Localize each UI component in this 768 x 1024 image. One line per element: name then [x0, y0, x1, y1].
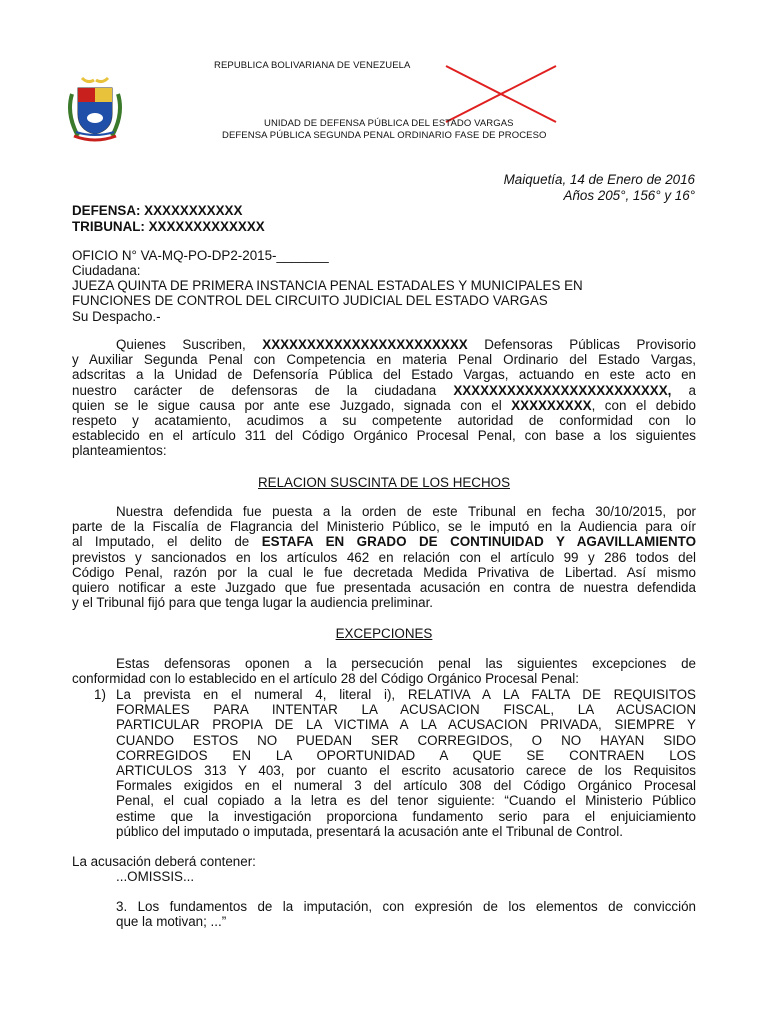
- hechos-text: al Imputado, el delito de: [72, 534, 250, 550]
- intro-line: planteamientos:: [72, 443, 167, 459]
- red-x-mark: [440, 62, 562, 126]
- hechos-line: quiero notificar a este Juzgado que fue presentada acusación en contra de nuestra defendida: [72, 580, 696, 596]
- excepciones-line: Estas defensoras oponen a la persecución penal las siguientes excepciones de: [116, 656, 696, 671]
- hechos-paragraph: [72, 504, 696, 610]
- ciudadana-label: Ciudadana:: [72, 263, 141, 278]
- item-line: CUANDO ESTOS NO PUEDAN SER CORREGIDOS, O NO HAYAN SIDO: [116, 732, 696, 748]
- exception-item-1: [116, 687, 696, 839]
- intro-redacted-client: XXXXXXXXXXXXXXXXXXXXXXXX,: [453, 382, 672, 398]
- item-line: ARTICULOS 313 Y 403, por cuanto el escrito acusatorio carece de los Requisitos: [116, 763, 696, 779]
- item-line: PARTICULAR PROPIA DE LA VICTIMA A LA ACUSACION PRIVADA, SIEMPRE Y: [116, 717, 696, 733]
- hechos-line: y el Tribunal fijó para que tenga lugar la audiencia preliminar.: [72, 595, 434, 611]
- intro-line: adscritas a la Unidad de Defensoría Pública del Estado Vargas, actuando en este acto en: [72, 367, 696, 383]
- quote-line: 3. Los fundamentos de la imputación, con expresión de los elementos de convicción: [116, 899, 696, 914]
- item-line: Penal, el cual copiado a la letra es del tenor siguiente: “Cuando el Ministerio Público: [116, 793, 696, 809]
- header-republic: REPUBLICA BOLIVARIANA DE VENEZUELA: [214, 60, 411, 71]
- quote-line: que la motivan; ...”: [116, 914, 227, 930]
- item-line: público del imputado o imputada, presentará la acusación ante el Tribunal de Control.: [116, 823, 623, 839]
- item-line: estime que la investigación proporciona fundamento serio para el enjuiciamiento: [116, 808, 696, 824]
- court-line-2: FUNCIONES DE CONTROL DEL CIRCUITO JUDICIAL DEL ESTADO VARGAS: [72, 293, 548, 308]
- hechos-line: previstos y sancionados en los artículos 462 en relación con el artículo 99 y 286 todos del: [72, 549, 696, 565]
- despacho-line: Su Despacho.-: [72, 309, 161, 324]
- intro-text: Quienes Suscriben,: [116, 337, 246, 352]
- hechos-line: [72, 534, 696, 549]
- excepciones-line: conformidad con lo establecido en el artículo 28 del Código Orgánico Procesal Penal:: [72, 671, 579, 687]
- court-line-1: JUEZA QUINTA DE PRIMERA INSTANCIA PENAL ESTADALES Y MUNICIPALES EN: [72, 278, 583, 293]
- intro-text: , con el debido: [591, 397, 696, 413]
- intro-line: [72, 398, 696, 413]
- item-number: 1): [94, 687, 106, 702]
- tribunal-line: TRIBUNAL: XXXXXXXXXXXXX: [72, 219, 265, 234]
- item-line: Formales exigidos en el numeral 3 del artículo 308 del Código Orgánico Procesal: [116, 778, 696, 794]
- years-line: Años 205°, 156° y 16°: [563, 188, 695, 203]
- hechos-line: Código Penal, razón por la cual le fue decretada Medida Privativa de Libertad. Así mismo: [72, 564, 696, 580]
- header-office: DEFENSA PÚBLICA SEGUNDA PENAL ORDINARIO FASE DE PROCESO: [222, 130, 547, 141]
- item-line: CORREGIDOS EN LA OPORTUNIDAD A QUE SE CONTRAEN LOS: [116, 747, 696, 763]
- section-title-excepciones: EXCEPCIONES: [335, 626, 433, 641]
- hechos-line: parte de la Fiscalía de Flagrancia del Ministerio Público, se le imputó en la Audiencia para oír: [72, 519, 696, 535]
- date-line: Maiquetía, 14 de Enero de 2016: [503, 172, 695, 187]
- header-unit: UNIDAD DE DEFENSA PÚBLICA DEL ESTADO VARGAS: [264, 118, 514, 129]
- intro-line: y Auxiliar Segunda Penal con Competencia en materia Penal Ordinario del Estado Vargas,: [72, 352, 696, 368]
- intro-line: respeto y acatamiento, acudimos a su competente autoridad de conformidad con lo: [72, 413, 696, 429]
- intro-redacted-names: XXXXXXXXXXXXXXXXXXXXXXX: [262, 337, 468, 352]
- intro-text: quien se le sigue causa por ante ese Juzgado, signada con el: [72, 397, 502, 413]
- quote-omissis: ...OMISSIS...: [116, 869, 195, 884]
- section-title-hechos: RELACION SUSCINTA DE LOS HECHOS: [258, 475, 510, 490]
- intro-redacted-case: XXXXXXXXX: [511, 397, 592, 413]
- intro-text: nuestro carácter de defensoras de la ciudadana: [72, 382, 437, 398]
- intro-paragraph: [72, 337, 696, 459]
- coat-of-arms-icon: [64, 74, 126, 142]
- oficio-number: OFICIO N° VA-MQ-PO-DP2-2015-_______: [72, 248, 329, 263]
- intro-line: [72, 337, 696, 352]
- intro-line: establecido en el artículo 311 del Código Orgánico Procesal Penal, con base a los siguientes: [72, 428, 696, 444]
- quote-intro: La acusación deberá contener:: [72, 854, 256, 869]
- intro-line: [72, 383, 696, 398]
- item-line: FORMALES PARA INTENTAR LA ACUSACION FISCAL, LA ACUSACION: [116, 702, 696, 718]
- intro-text: a: [688, 382, 696, 398]
- excepciones-paragraph: [72, 656, 696, 686]
- quote-item-3: [116, 899, 696, 929]
- hechos-line: Nuestra defendida fue puesta a la orden de este Tribunal en fecha 30/10/2015, por: [116, 504, 696, 519]
- hechos-offense: ESTAFA EN GRADO DE CONTINUIDAD Y AGAVILLAMIENTO: [261, 534, 696, 550]
- item-line: La prevista en el numeral 4, literal i), RELATIVA A LA FALTA DE REQUISITOS: [116, 687, 696, 702]
- intro-text: Defensoras Públicas Provisorio: [484, 337, 696, 352]
- defensa-line: DEFENSA: XXXXXXXXXXX: [72, 203, 243, 218]
